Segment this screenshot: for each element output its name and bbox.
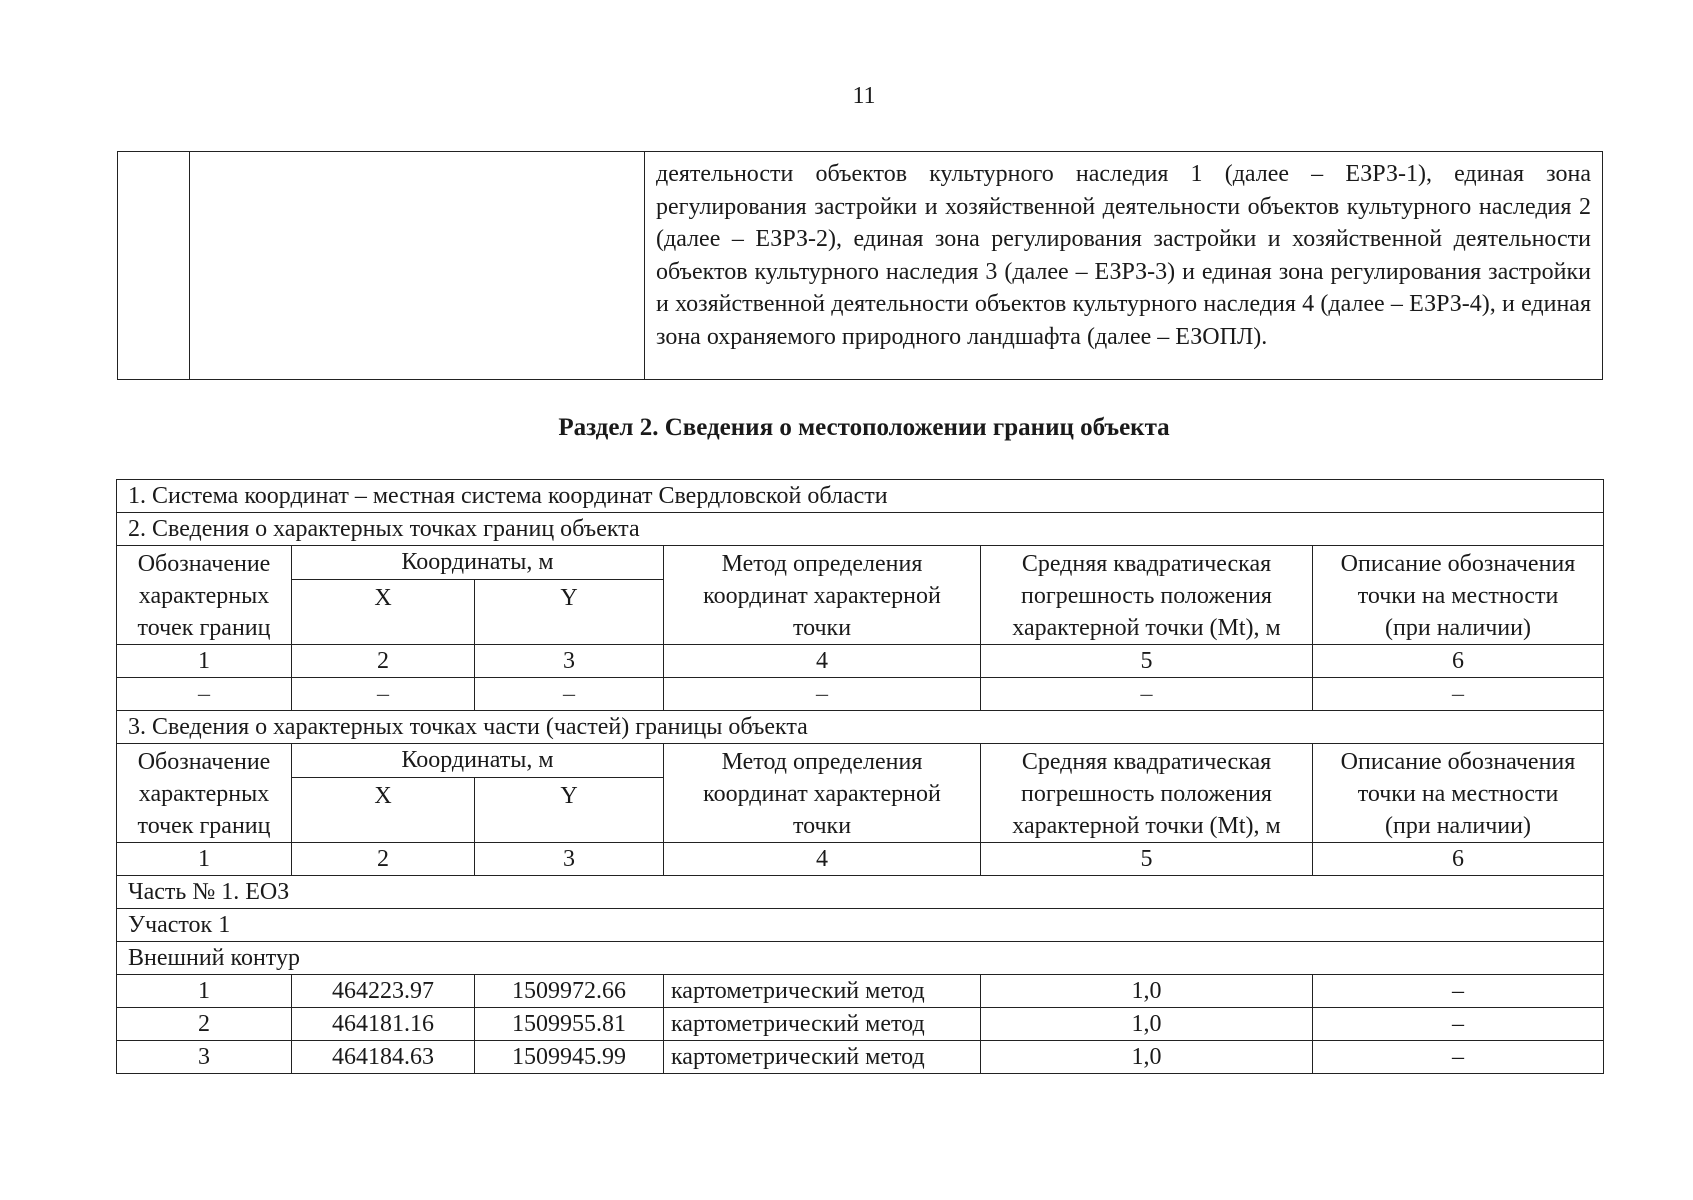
header-method: Метод определения координат характерной точки: [664, 744, 981, 843]
header-designation: Обозначение характерных точек границ: [117, 546, 292, 645]
continuation-cell: [645, 152, 1603, 380]
section-title: Раздел 2. Сведения о местоположении границ объекта: [558, 414, 1170, 441]
empty-cell-name: [190, 152, 645, 380]
point-y: 1509945.99: [475, 1041, 664, 1074]
point-mt: 1,0: [981, 1041, 1313, 1074]
part-label-row: Часть № 1. ЕОЗ: [117, 876, 1604, 909]
col-number: 2: [292, 645, 475, 678]
empty-value: –: [981, 678, 1313, 711]
point-x: 464223.97: [292, 975, 475, 1008]
header-coords: Координаты, м: [292, 546, 664, 580]
header-y: Y: [475, 777, 664, 842]
point-description: –: [1313, 1008, 1604, 1041]
plot-label-row: Участок 1: [117, 909, 1604, 942]
table-row: [117, 975, 1604, 1008]
table-row: [117, 1041, 1604, 1074]
point-description: –: [1313, 975, 1604, 1008]
point-mt: 1,0: [981, 975, 1313, 1008]
empty-value: –: [292, 678, 475, 711]
contour-label-row: Внешний контур: [117, 942, 1604, 975]
point-description: –: [1313, 1041, 1604, 1074]
point-y: 1509972.66: [475, 975, 664, 1008]
header-method: Метод определения координат характерной точки: [664, 546, 981, 645]
coord-system-row: 1. Система координат – местная система координат Свердловской области: [117, 480, 1604, 513]
point-mt: 1,0: [981, 1008, 1313, 1041]
empty-value: –: [1313, 678, 1604, 711]
header-x: X: [292, 579, 475, 644]
table-row: [117, 1008, 1604, 1041]
header-x: X: [292, 777, 475, 842]
continuation-text: деятельности объектов культурного наследия 1 (далее – ЕЗРЗ-1), единая зона регулирования застройки и хозяйственной деятельности объектов культурного наследия 2 (далее – ЕЗРЗ-2), единая зона регулирования застройки и хозяйственной деятельности объектов культурного наследия 3 (далее – ЕЗРЗ-3) и единая зона регулирования застройки и хозяйственной деятельности объектов культурного наследия 4 (далее – ЕЗРЗ-4), и единая зона охраняемого природного ландшафта (далее – ЕЗОПЛ).: [656, 161, 1591, 350]
point-y: 1509955.81: [475, 1008, 664, 1041]
point-method: картометрический метод: [664, 1041, 981, 1074]
col-number: 1: [117, 843, 292, 876]
col-number: 1: [117, 645, 292, 678]
point-number: 2: [117, 1008, 292, 1041]
col-number: 3: [475, 645, 664, 678]
header-error: Средняя квадратическая погрешность положения характерной точки (Mt), м: [981, 744, 1313, 843]
header-coords: Координаты, м: [292, 744, 664, 778]
section3-title-row: 3. Сведения о характерных точках части (частей) границы объекта: [117, 711, 1604, 744]
col-number: 4: [664, 645, 981, 678]
header-y: Y: [475, 579, 664, 644]
col-number: 5: [981, 843, 1313, 876]
col-number: 5: [981, 645, 1313, 678]
empty-value: –: [664, 678, 981, 711]
point-number: 1: [117, 975, 292, 1008]
empty-value: –: [117, 678, 292, 711]
col-number: 6: [1313, 843, 1604, 876]
header-description: Описание обозначения точки на местности (при наличии): [1313, 744, 1604, 843]
empty-value: –: [475, 678, 664, 711]
continuation-table: [117, 151, 1603, 380]
header-designation: Обозначение характерных точек границ: [117, 744, 292, 843]
page-number: 11: [852, 83, 876, 109]
header-error: Средняя квадратическая погрешность положения характерной точки (Mt), м: [981, 546, 1313, 645]
point-method: картометрический метод: [664, 1008, 981, 1041]
point-x: 464181.16: [292, 1008, 475, 1041]
point-x: 464184.63: [292, 1041, 475, 1074]
col-number: 6: [1313, 645, 1604, 678]
col-number: 4: [664, 843, 981, 876]
point-method: картометрический метод: [664, 975, 981, 1008]
section2-title-row: 2. Сведения о характерных точках границ объекта: [117, 513, 1604, 546]
empty-cell-number: [118, 152, 190, 380]
col-number: 3: [475, 843, 664, 876]
point-number: 3: [117, 1041, 292, 1074]
coordinates-table: [116, 479, 1604, 1074]
header-description: Описание обозначения точки на местности (при наличии): [1313, 546, 1604, 645]
col-number: 2: [292, 843, 475, 876]
